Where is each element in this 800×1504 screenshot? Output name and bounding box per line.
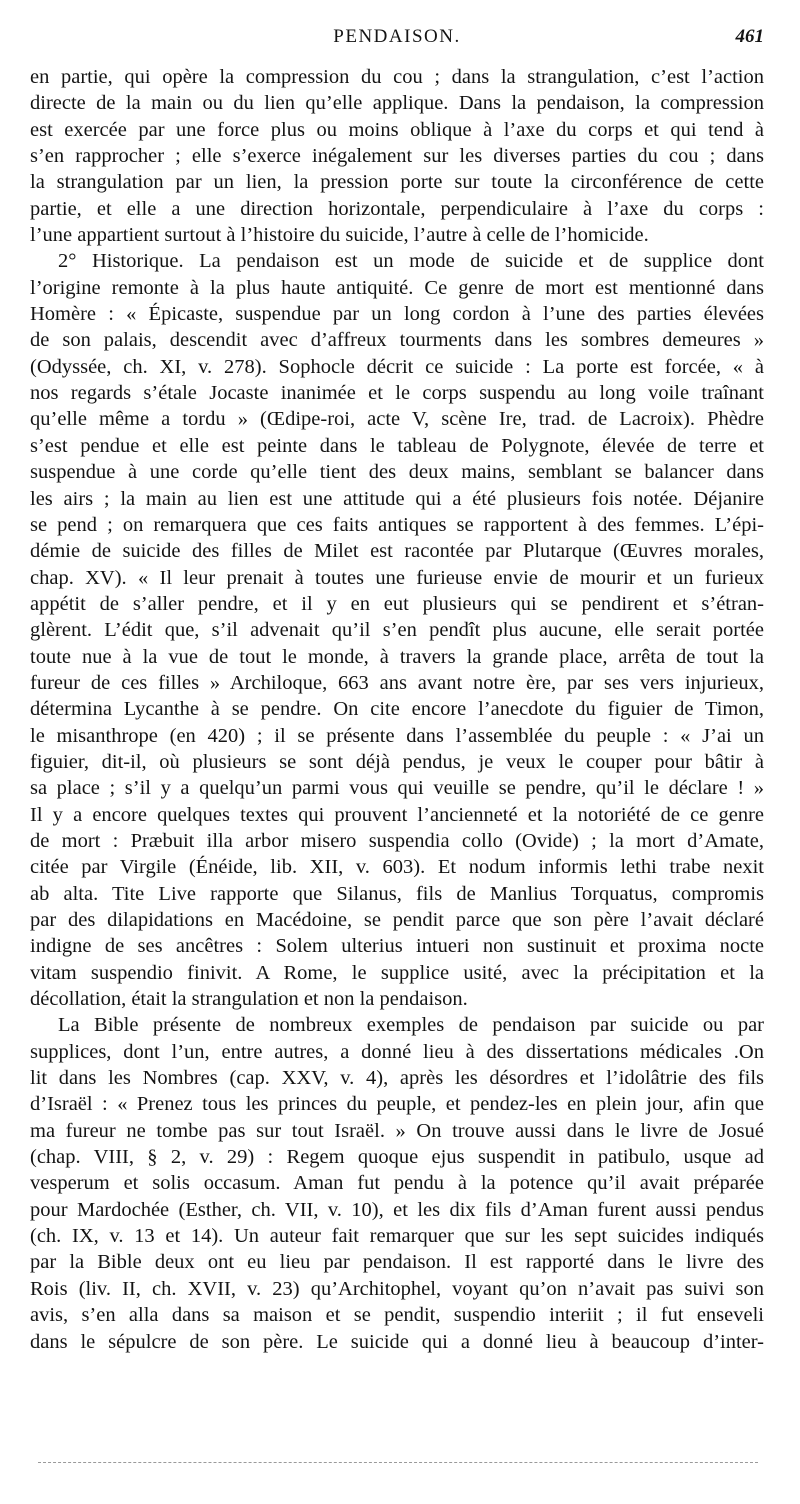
text-line: fureur de ces filles » Archiloque, 663 ans avant notre ère, par ses vers injurieux, [30,671,764,694]
text-line: Homère : « Épicaste, suspendue par un long cordon à l’une des parties élevées [30,303,764,326]
text-line: est exercée par une force plus ou moins oblique à l’axe du corps et qui tend à [30,118,764,141]
text-line: avis, s’en alla dans sa maison et se pendit, suspendio interiit ; il fut enseveli [30,1304,764,1327]
text-line: glèrent. L’édit que, s’il advenait qu’il s’en pendît plus aucune, elle serait portée [30,619,764,642]
text-line: vitam suspendio finivit. A Rome, le supplice usité, avec la précipitation et la [30,961,764,984]
text-line: les airs ; la main au lien est une attitude qui a été plusieurs fois notée. Déjanire [30,487,764,510]
text-line: (Odyssée, ch. XI, v. 278). Sophocle décrit ce suicide : La porte est forcée, « à [30,355,764,378]
text-line: figuier, dit-il, où plusieurs se sont déjà pendus, je veux le couper pour bâtir à [30,750,764,773]
text-line: se pend ; on remarquera que ces faits antiques se rapportent à des femmes. L’épi- [30,513,764,536]
text-line: ab alta. Tite Live rapporte que Silanus, fils de Manlius Torquatus, compromis [30,882,764,905]
text-line: détermina Lycanthe à se pendre. On cite encore l’anecdote du figuier de Timon, [30,698,764,721]
text-line: sa place ; s’il y a quelqu’un parmi vous qui veuille se pendre, qu’il le déclare ! » [30,777,764,800]
body-text [30,64,764,1355]
page-header [30,26,764,62]
text-line: nos regards s’étale Jocaste inanimée et le corps suspendu au long voile traînant [30,382,764,405]
text-line: l’origine remonte à la plus haute antiquité. Ce genre de mort est mentionné dans [30,276,764,299]
text-line: le misanthrope (en 420) ; il se présente dans l’assemblée du peuple : « J’ai un [30,724,764,747]
text-line: chap. XV). « Il leur prenait à toutes une furieuse envie de mourir et un furieux [30,566,764,589]
section-heading-line: 2° Historique. La pendaison est un mode de suicide et de supplice dont [58,250,764,273]
footer-dotted-rule [38,1462,758,1463]
text-line: de mort : Præbuit illa arbor misero suspendia collo (Ovide) ; la mort d’Amate, [30,829,764,852]
text-line: en partie, qui opère la compression du cou ; dans la strangulation, c’est l’action [30,66,764,88]
text-line: la strangulation par un lien, la pression porte sur toute la circonférence de cette [30,171,764,194]
text-line: indigne de ses ancêtres : Solem ulterius intueri non sustinuit et proxima nocte [30,935,764,958]
text-line: décollation, était la strangulation et non la pendaison. [30,988,468,1011]
page-number: 461 [735,26,764,47]
text-line: lit dans les Nombres (cap. XXV, v. 4), après les désordres et l’idolâtrie des fils [30,1067,764,1090]
text-line: directe de la main ou du lien qu’elle applique. Dans la pendaison, la compression [30,92,764,115]
text-line: dans le sépulcre de son père. Le suicide qui a donné lieu à beaucoup d’inter- [30,1330,764,1353]
text-line: vesperum et solis occasum. Aman fut pendu à la potence qu’il avait préparée [30,1172,764,1195]
text-line: partie, et elle a une direction horizontale, perpendiculaire à l’axe du corps : [30,197,764,220]
text-line: démie de suicide des filles de Milet est racontée par Plutarque (Œuvres morales, [30,540,764,563]
text-line: supplices, dont l’un, entre autres, a donné lieu à des dissertations médicales .On [30,1040,764,1063]
text-line: (chap. VIII, § 2, v. 29) : Regem quoque ejus suspendit in patibulo, usque ad [30,1146,764,1169]
text-line: s’est pendue et elle est peinte dans le tableau de Polygnote, élevée de terre et [30,434,764,457]
text-line: (ch. IX, v. 13 et 14). Un auteur fait remarquer que sur les sept suicides indiqués [30,1225,764,1248]
text-line: s’en rapprocher ; elle s’exerce inégalement sur les diverses parties du cou ; dans [30,145,764,168]
text-line: qu’elle même a tordu » (Œdipe-roi, acte V, scène Ire, trad. de Lacroix). Phèdre [30,408,764,431]
paragraph-start-line: La Bible présente de nombreux exemples de pendaison par suicide ou par [58,1014,764,1037]
text-line: ma fureur ne tombe pas sur tout Israël. » On trouve aussi dans le livre de Josué [30,1119,764,1142]
text-line: d’Israël : « Prenez tous les princes du peuple, et pendez-les en plein jour, afin que [30,1093,764,1116]
text-line: citée par Virgile (Énéide, lib. XII, v. 603). Et nodum informis lethi trabe nexit [30,856,764,879]
text-line: Rois (liv. II, ch. XVII, v. 23) qu’Architophel, voyant qu’on n’avait pas suivi son [30,1277,764,1300]
text-line: toute nue à la vue de tout le monde, à travers la grande place, arrêta de tout la [30,645,764,668]
text-line: de son palais, descendit avec d’affreux tourments dans les sombres demeures » [30,329,764,352]
text-line: Il y a encore quelques textes qui prouvent l’ancienneté et la notoriété de ce genre [30,803,764,826]
running-head: PENDAISON. [333,26,461,47]
text-line: appétit de s’aller pendre, et il y en eut plusieurs qui se pendirent et s’étran- [30,592,764,615]
text-line: l’une appartient surtout à l’histoire du suicide, l’autre à celle de l’homicide. [30,224,649,247]
text-line: par la Bible deux ont eu lieu par pendaison. Il est rapporté dans le livre des [30,1251,764,1274]
text-line: par des dilapidations en Macédoine, se pendit parce que son père l’avait déclaré [30,909,764,931]
text-line: suspendue à une corde qu’elle tient des deux mains, semblant se balancer dans [30,461,764,484]
text-line: pour Mardochée (Esther, ch. VII, v. 10), et les dix fils d’Aman furent aussi pendus [30,1198,764,1221]
